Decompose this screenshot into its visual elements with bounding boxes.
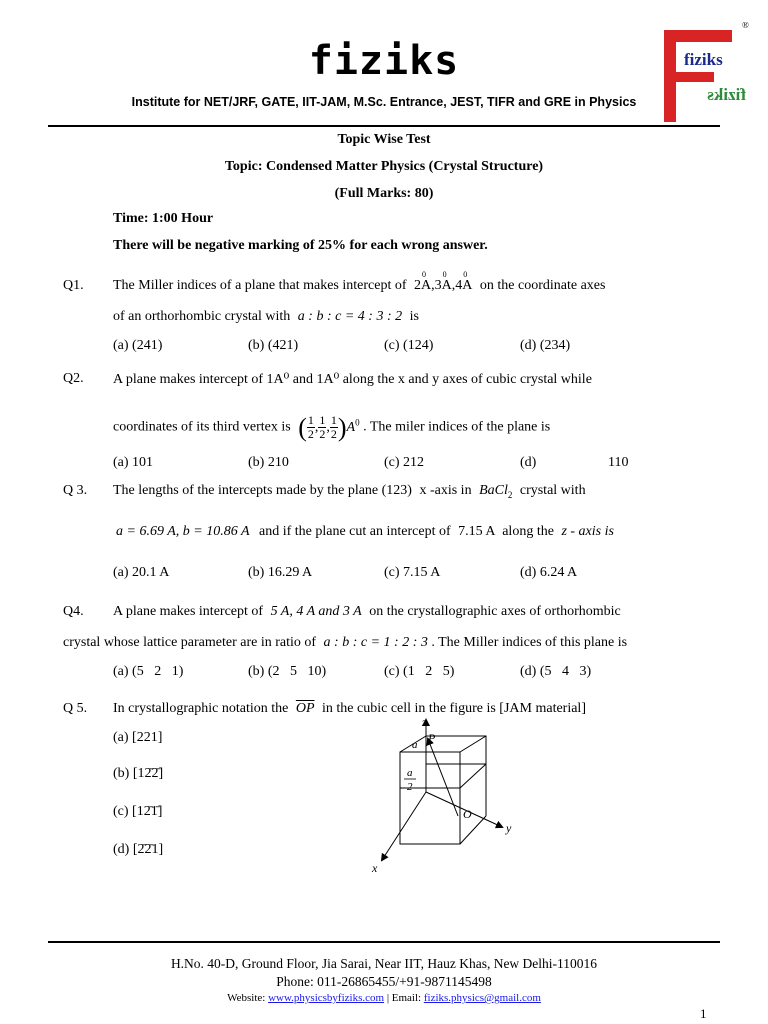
q1-intercepts: 2A 0 ,3A 0 ,4A 0 bbox=[414, 270, 473, 293]
z-label: z bbox=[422, 715, 427, 729]
q4-option-b[interactable]: (b) (2 5 10) bbox=[248, 664, 327, 679]
q4-option-d[interactable]: (d) (5 4 3) bbox=[520, 664, 592, 679]
q4-text-b: on the crystallographic axes of orthorhombic bbox=[369, 604, 621, 619]
email-label: | Email: bbox=[386, 992, 422, 1004]
q1-option-d[interactable]: (d) (234) bbox=[520, 338, 571, 353]
q4-text-c: crystal whose lattice parameter are in ratio of bbox=[63, 635, 317, 650]
q3-text-line2 bbox=[116, 524, 614, 540]
y-label: y bbox=[506, 821, 512, 835]
q5-text-b: in the cubic cell in the figure is [JAM material] bbox=[322, 701, 586, 716]
q2-number: Q2. bbox=[63, 371, 84, 386]
q5-option-d[interactable]: (d) [2̄2̄1] bbox=[113, 842, 164, 857]
q1-number: Q1. bbox=[63, 278, 84, 293]
q3-intercept: 7.15 A bbox=[458, 524, 495, 539]
q4-ratio: a : b : c = 1 : 2 : 3 bbox=[323, 635, 428, 650]
brand-title: fiziks bbox=[308, 38, 460, 84]
q3-text-line1: The lengths of the intercepts made by the plane (123) x -axis in BaCl$_2$ crystal with bbox=[113, 483, 586, 500]
time-limit: Time: 1:00 Hour bbox=[113, 211, 214, 226]
q4-option-a[interactable]: (a) (5 2 1) bbox=[113, 664, 184, 679]
full-marks: (Full Marks: 80) bbox=[334, 186, 434, 201]
page-number: 1 bbox=[700, 1006, 707, 1021]
q3-text-b: x -axis in bbox=[419, 483, 472, 498]
q1-text-c: of an orthorhombic crystal with bbox=[113, 309, 291, 324]
logo-red-top bbox=[664, 30, 732, 42]
q1-text-b: on the coordinate axes bbox=[479, 278, 606, 293]
q3-number: Q 3. bbox=[63, 483, 88, 498]
q2-option-c[interactable]: (c) 212 bbox=[384, 455, 425, 470]
q2-option-b[interactable]: (b) 210 bbox=[248, 455, 289, 470]
q5-number: Q 5. bbox=[63, 701, 88, 716]
logo-mirror-text: fiziks bbox=[707, 85, 746, 104]
q4-text-d: . The Miller indices of this plane is bbox=[431, 635, 628, 650]
q3-text-g: z - axis is bbox=[561, 524, 614, 539]
footer-phone: Phone: 011-26865455/+91-9871145498 bbox=[276, 974, 492, 989]
q4-text-a: A plane makes intercept of bbox=[113, 604, 264, 619]
q3-option-b[interactable]: (b) 16.29 A bbox=[248, 565, 313, 580]
q4-number: Q4. bbox=[63, 604, 84, 619]
negative-marking: There will be negative marking of 25% for each wrong answer. bbox=[113, 238, 488, 253]
q5-vector-op: $\overline{OP}$ bbox=[295, 701, 315, 716]
q1-option-c[interactable]: (c) (124) bbox=[384, 338, 434, 353]
q3-option-d[interactable]: (d) 6.24 A bbox=[520, 565, 578, 580]
x-axis bbox=[382, 792, 426, 860]
q3-text-a: The lengths of the intercepts made by the plane (123) bbox=[113, 483, 412, 498]
header-rule bbox=[48, 125, 720, 127]
test-title: Topic Wise Test bbox=[337, 132, 431, 147]
half-a-numerator: a bbox=[407, 767, 413, 779]
q2-text-b: . The miler indices of the plane is bbox=[363, 419, 551, 435]
q3-text-e: and if the plane cut an intercept of bbox=[259, 524, 451, 539]
q1-text-line2 bbox=[113, 309, 419, 325]
q1-text-a: The Miller indices of a plane that makes intercept of bbox=[113, 278, 407, 293]
website-label: Website: bbox=[227, 992, 266, 1004]
fiziks-logo bbox=[662, 22, 750, 122]
q4-text-line1 bbox=[113, 604, 621, 620]
p-label: P bbox=[428, 731, 436, 745]
q3-option-a[interactable]: (a) 20.1 A bbox=[113, 565, 170, 580]
q1-ratio: a : b : c = 4 : 3 : 2 bbox=[297, 309, 403, 324]
q5-crystal-figure bbox=[360, 712, 530, 877]
website-link[interactable]: www.physicsbyfiziks.com bbox=[268, 992, 385, 1004]
o-label: O bbox=[463, 807, 472, 821]
q1-option-a[interactable]: (a) (241) bbox=[113, 338, 163, 353]
email-link[interactable]: fiziks.physics@gmail.com bbox=[423, 992, 541, 1004]
q1-text-line1 bbox=[113, 270, 606, 294]
footer-rule bbox=[48, 941, 720, 943]
q2-vertex: ( $\frac{1}{2}$ , $\frac{1}{2}$ , $\frac{1}{2}$ )$A^0$ bbox=[298, 412, 360, 442]
q3-compound: BaCl bbox=[479, 483, 508, 498]
q5-option-b[interactable]: (b) [12̄2̄] bbox=[113, 766, 164, 781]
q3-text-d: crystal with bbox=[519, 483, 586, 498]
q5-option-c[interactable]: (c) [12̄1̄] bbox=[113, 804, 163, 819]
q1-option-b[interactable]: (b) (421) bbox=[248, 338, 299, 353]
vector-op bbox=[428, 739, 458, 816]
q2-text-a: coordinates of its third vertex is bbox=[113, 419, 291, 435]
q2-text-line1: A plane makes intercept of 1A⁰ and 1A⁰ along the x and y axes of cubic crystal while bbox=[113, 372, 592, 387]
q2-option-d[interactable]: (d) bbox=[520, 455, 537, 470]
tagline: Institute for NET/JRF, GATE, IIT-JAM, M.Sc. Entrance, JEST, TIFR and GRE in Physics bbox=[131, 95, 637, 109]
footer-contact bbox=[0, 992, 768, 1004]
q2-option-d-value: 110 bbox=[608, 455, 629, 470]
q4-text-line2 bbox=[63, 635, 627, 651]
test-topic: Topic: Condensed Matter Physics (Crystal Structure) bbox=[224, 159, 544, 174]
q2-option-a[interactable]: (a) 101 bbox=[113, 455, 154, 470]
footer-address: H.No. 40-D, Ground Floor, Jia Sarai, Near IIT, Hauz Khas, New Delhi-110016 bbox=[170, 956, 598, 971]
q1-text-d: is bbox=[409, 309, 419, 324]
q4-option-c[interactable]: (c) (1 2 5) bbox=[384, 664, 455, 679]
half-a-denominator: 2 bbox=[407, 781, 413, 793]
q4-intercepts: 5 A, 4 A and 3 A bbox=[270, 604, 362, 619]
q3-option-c[interactable]: (c) 7.15 A bbox=[384, 565, 441, 580]
q3-text-f: along the bbox=[502, 524, 554, 539]
a-label: a bbox=[412, 739, 418, 751]
q2-text-line2 bbox=[113, 402, 550, 442]
x-label: x bbox=[372, 861, 378, 875]
logo-text: fiziks bbox=[684, 50, 723, 69]
q5-text-a: In crystallographic notation the bbox=[113, 701, 289, 716]
q3-lattice: a = 6.69 A, b = 10.86 A bbox=[116, 524, 250, 539]
registered-mark: ® bbox=[742, 22, 749, 30]
logo-red-mid bbox=[664, 72, 714, 82]
q5-option-a[interactable]: (a) [221] bbox=[113, 730, 163, 745]
